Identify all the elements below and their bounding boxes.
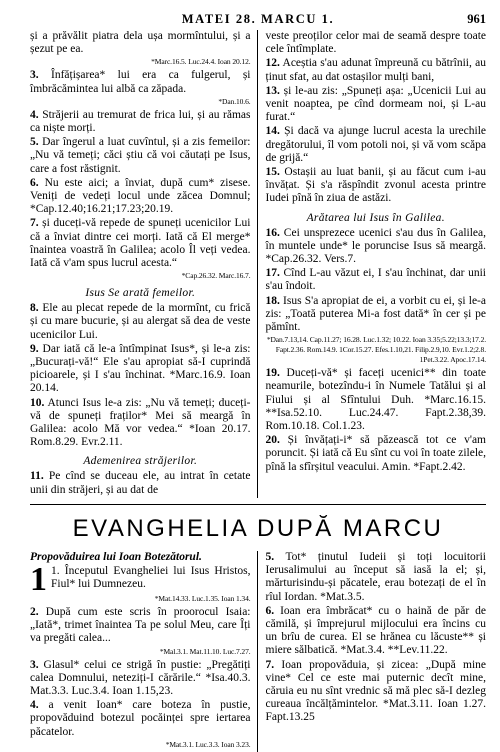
verse xyxy=(30,69,251,95)
verse xyxy=(266,166,487,206)
mark-right-column xyxy=(257,551,487,752)
verse xyxy=(30,30,251,56)
verse-text: După cum este scris în proorocul Isaia: „Iată*, trimet înaintea Ta pe solul Meu, care Îți va pregăti calea... xyxy=(30,605,251,645)
verse xyxy=(266,85,487,125)
verse-number: 19. xyxy=(265,367,280,380)
verse xyxy=(30,470,251,496)
verse xyxy=(30,136,251,176)
verse-text: Străjerii au tremurat de frica lui, și au rămas ca niște morți. xyxy=(30,108,251,135)
verse-text: Nu este aici; a înviat, după cum* zisese. Veniți de vedeți locul unde zăcea Domnul; *Cap.12.40;16.21;17.23;20.19. xyxy=(30,176,251,216)
verse-text: Atunci Isus le-a zis: „Nu vă temeți; duceți-vă de spuneți fraților* Mei să meargă în Galilea: acolo Mă vor vedea.“ *Ioan 20.17. Rom.8.29. Evr.2.11. xyxy=(30,396,251,449)
verse-text: Tot* ținutul Iudeii și toți locuitorii Ierusalimului au început să iasă la el; și, mărturisindu-și păcatele, erau botezați de el în rîul Iordan. *Mat.3.5. xyxy=(265,550,486,603)
running-head: MATEI 28. MARCU 1. xyxy=(181,12,335,26)
verse-number: 7. xyxy=(30,217,39,230)
verse-text: Și dacă va ajunge lucrul acesta la urechile dregătorului, îl vom potoli noi, și vă vom scăpa de grijă.“ xyxy=(265,125,486,164)
book-title: EVANGHELIA DUPĂ MARCU xyxy=(72,514,444,542)
verse xyxy=(266,659,487,725)
mark-left-column xyxy=(30,551,251,752)
verse xyxy=(266,367,487,433)
cross-reference: *Mat.3.1. Luc.3.3. Ioan 3.23. xyxy=(165,739,251,749)
verse xyxy=(266,125,487,165)
verse xyxy=(30,659,251,699)
verse-number: 15. xyxy=(265,166,280,179)
section-heading: Ademenirea străjerilor. xyxy=(83,455,198,468)
verse xyxy=(30,217,251,270)
cross-reference: *Cap.26.32. Marc.16.7. xyxy=(181,271,251,281)
verse xyxy=(266,267,487,293)
page-number: 961 xyxy=(467,12,486,26)
verse-number: 2. xyxy=(30,605,39,618)
verse-text: Ostașii au luat banii, și au făcut cum i-au învățat. Și s'a răspîndit zvonul acesta printre Iudei pînă în ziua de astăzi. xyxy=(265,166,486,205)
verse-number: 3. xyxy=(30,658,39,671)
verse-text: Isus S'a apropiat de ei, a vorbit cu ei, și le-a zis: „Toată puterea Mi-a fost dată* în cer și pe pămînt. xyxy=(265,294,486,334)
verse-text: Dar iată că le-a întîmpinat Isus*, și le-a zis: „Bucurați-vă!“ Ele s'au apropiat să-I cuprindă picioarele, și I s'au închinat. *Marc.16.9. Ioan 20.14. xyxy=(30,342,251,395)
verse-text: Cei unsprezece ucenici s'au dus în Galilea, în muntele unde* le poruncise Isus să meargă. *Cap.26.32. Vers.7. xyxy=(265,226,486,266)
verse-text: Duceți-vă* și faceți ucenici** din toate neamurile, botezîndu-i în Numele Tatălui și al Fiului și al Sfîntului Duh. *Marc.16.15. **Isa.52.10. Luc.24.47. Fapt.2.38,39. Rom.10.18. Col.1.23. xyxy=(265,367,486,433)
cross-reference: *Mat.14.33. Luc.1.35. Ioan 1.34. xyxy=(154,593,251,603)
section-heading: Isus Se arată femeilor. xyxy=(85,287,196,300)
verse-text: Ele au plecat repede de la mormînt, cu frică și cu mare bucurie, și au alergat să dea de veste ucenicilor Lui. xyxy=(30,302,251,341)
verse-number: 20. xyxy=(265,434,280,447)
cross-reference: *Dan.7.13,14. Cap.11.27; 16.28. Luc.1.32; 10.22. Ioan 3.35;5.22;13.3;17.2. Fapt.2.36. Rom.14.9. 1Cor.15.27. Efes.1.10,21. Filip.2.9,10. Evr.1.2;2.8. 1Pet.3.22. Apoc.17.14. xyxy=(266,335,486,365)
verse-number: 4. xyxy=(30,699,39,712)
mark-left-verses xyxy=(30,594,251,750)
verse-number: 9. xyxy=(30,342,39,355)
verse xyxy=(266,605,487,658)
verse xyxy=(30,699,251,739)
matthew-columns xyxy=(30,30,486,498)
verse xyxy=(266,227,487,267)
verse-text: Și învățați-i* să păzească tot ce v'am poruncit. Și iată că Eu sînt cu voi în toate zilele, pînă la sfîrșitul veacului. Amin. *Fapt.2.42. xyxy=(265,434,486,473)
page-header xyxy=(30,8,486,30)
verse-text: veste preoților celor mai de seamă despre toate cele întîmplate. xyxy=(265,30,486,56)
verse xyxy=(266,30,487,56)
verse-number: 6. xyxy=(265,604,275,617)
section-divider xyxy=(30,504,486,505)
verse xyxy=(30,302,251,342)
verse-text: Ioan propovăduia, și zicea: „După mine vine* Cel ce este mai puternic decît mine, căruia eu nu sînt vrednic să mă plec să-I dezleg cureaua încălțămintelor. *Mat.3.11. Ioan 1.27. Fapt.13.25 xyxy=(265,658,486,724)
verse-number: 18. xyxy=(265,294,280,307)
verse xyxy=(30,177,251,217)
verse-number: 11. xyxy=(30,470,44,483)
verse-number: 10. xyxy=(30,396,45,409)
verse-text: Cînd L-au văzut ei, I s'au închinat, dar unii s'au îndoit. xyxy=(265,267,486,293)
cross-reference: *Mal.3.1. Mat.11.10. Luc.7.27. xyxy=(159,646,251,656)
matthew-left-column xyxy=(30,30,251,498)
section-heading: Arătarea lui Isus în Galilea. xyxy=(306,211,445,224)
verse-text: și a prăvălit piatra dela ușa mormîntului, și a șezut pe ea. xyxy=(30,30,251,56)
verse-text: 1. Începutul Evangheliei lui Isus Hristos, Fiul* lui Dumnezeu. xyxy=(51,564,251,591)
verse-number: 13. xyxy=(265,84,280,97)
verse xyxy=(30,606,251,646)
verse xyxy=(266,295,487,335)
chapter-number: 1 xyxy=(30,560,47,598)
verse-number: 3. xyxy=(30,69,39,82)
verse xyxy=(30,343,251,396)
verse-number: 8. xyxy=(30,302,39,315)
mark-columns xyxy=(30,551,486,752)
verse-number: 14. xyxy=(265,125,280,138)
verse-text: Înfățișarea* lui era ca fulgerul, și îmbrăcămintea lui albă ca zăpada. xyxy=(30,69,251,95)
verse xyxy=(30,397,251,450)
verse xyxy=(266,551,487,604)
verse-number: 12. xyxy=(265,57,280,70)
verse-text: Aceștia s'au adunat împreună cu bătrînii, au ținut sfat, au dat ostașilor mulți bani, xyxy=(265,57,486,83)
verse xyxy=(266,57,487,83)
verse-text: și duceți-vă repede de spuneți ucenicilor Lui că a înviat dintre cei morți. Iată că El merge* înaintea voastră în Galilea; acolo Îl veți vedea. Iată că v'am spus lucrul acesta.“ xyxy=(30,217,251,270)
verse-text: și le-au zis: „Spuneți așa: „Ucenicii Lui au venit noaptea, pe cînd dormeam noi, și L-au furat.“ xyxy=(265,84,486,124)
verse-number: 5. xyxy=(265,550,275,563)
verse-text: Glasul* celui ce strigă în pustie: „Pregătiți calea Domnului, neteziți-I cărările.“ *Isa.40.3. Mat.3.3. Luc.3.4. Ioan 1.15,23. xyxy=(30,658,251,697)
verse-number: 5. xyxy=(30,136,39,149)
verse-text: Pe cînd se duceau ele, au intrat în cetate unii din străjeri, și au dat de xyxy=(30,470,251,496)
verse-number: 16. xyxy=(265,226,280,239)
verse-number: 6. xyxy=(30,176,39,189)
section-heading: Propovăduirea lui Ioan Botezătorul. xyxy=(30,550,202,563)
matthew-right-column xyxy=(257,30,487,498)
verse-number: 7. xyxy=(265,658,275,671)
verse xyxy=(266,434,487,474)
cross-reference: *Dan.10.6. xyxy=(218,96,251,106)
verse-text: Ioan era îmbrăcat* cu o haină de păr de cămilă, și împrejurul mijlocului era încins cu un brîu de curea. El se hrănea cu lăcuste** și miere sălbatică. *Mat.3.4. **Lev.11.22. xyxy=(265,604,486,657)
verse-number: 4. xyxy=(30,108,39,121)
verse-number: 17. xyxy=(265,267,280,280)
verse xyxy=(30,109,251,135)
verse-text: a venit Ioan* care boteza în pustie, propovăduind botezul pocăinței spre iertarea păcatelor. xyxy=(30,699,251,738)
verse-text: Dar îngerul a luat cuvîntul, și a zis femeilor: „Nu vă temeți; căci știu că voi căutați pe Isus, care a fost răstignit. xyxy=(30,136,251,175)
cross-reference: *Marc.16.5. Luc.24.4. Ioan 20.12. xyxy=(151,57,251,67)
